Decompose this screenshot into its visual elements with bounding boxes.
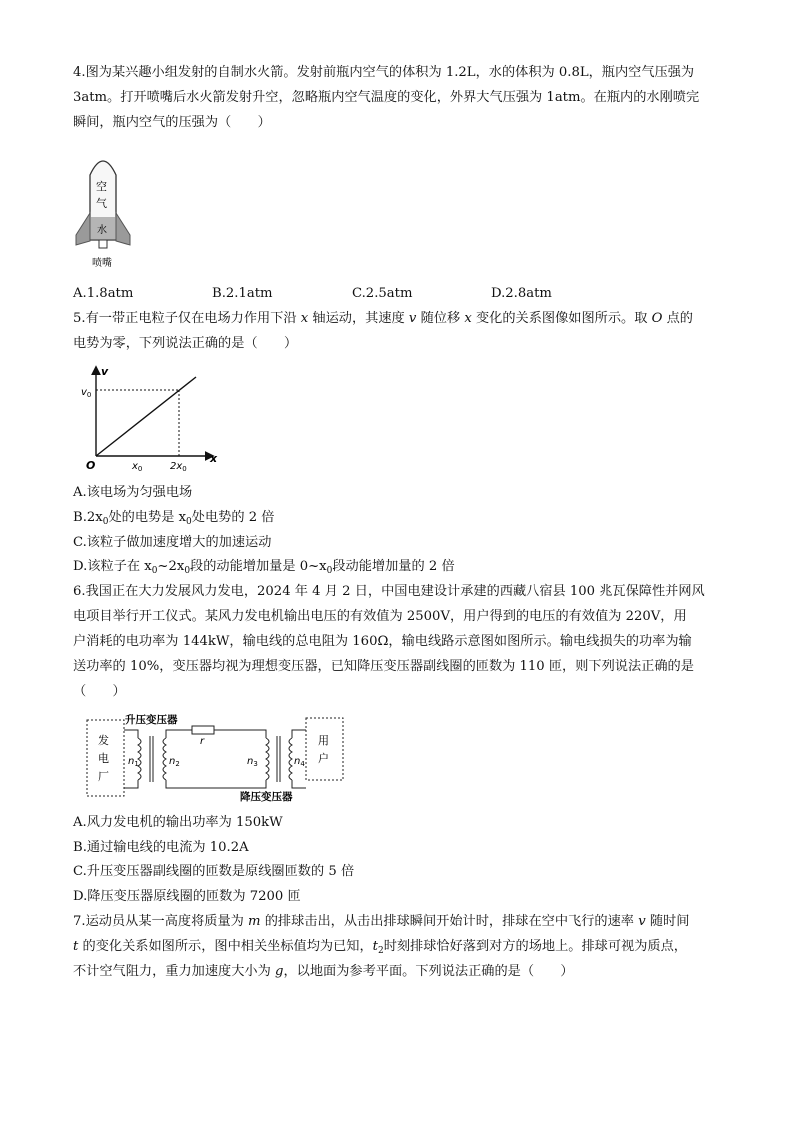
v0-tick-label: $v_0$ — [81, 387, 92, 399]
q5-option-b[interactable]: $B.2x_0$处的电势是 $x_0$处电势的 2 倍 — [73, 510, 275, 527]
q4-stem-line-2: 3atm。打开喷嘴后水火箭发射升空，忽略瓶内空气温度的变化，外界大气压强为 1atm。在瓶内的水刚喷完 — [73, 90, 700, 105]
q5-stem-line-2: 电势为零，下列说法正确的是（ ） — [73, 336, 298, 351]
q6-option-a[interactable]: A.风力发电机的输出功率为 150kW — [73, 815, 283, 830]
air-label-1: 空 — [96, 180, 107, 193]
user-label-2: 户 — [318, 752, 329, 765]
water-rocket-figure — [70, 145, 150, 275]
q4-stem-line-1: 4.图为某兴趣小组发射的自制水火箭。发射前瓶内空气的体积为 1.2L，水的体积为 0.8L，瓶内空气压强为 — [73, 65, 695, 80]
q6-stem-line-4: 送功率的 10%，变压器均视为理想变压器，已知降压变压器副线圈的匝数为 110 匝，则下列说法正确的是 — [73, 659, 694, 674]
resistor-label: r — [200, 736, 205, 747]
q5-option-d[interactable]: D.该粒子在 $x_0\sim 2x_0$段的动能增加量是 $0\sim x_0$段动能增加量的 2 倍 — [73, 559, 455, 576]
2x0-tick-label: $2x_0$ — [170, 461, 187, 473]
q4-option-d[interactable]: D.2.8atm — [491, 286, 552, 301]
origin-label: O — [86, 459, 96, 472]
q6-stem-line-1: 6.我国正在大力发展风力发电，2024 年 4 月 2 日，中国电建设计承建的西藏八宿县 100 兆瓦保障性并网风 — [73, 584, 705, 599]
q7-stem-line-3: 不计空气阻力，重力加速度大小为 g，以地面为参考平面。下列说法正确的是（ ） — [73, 964, 574, 979]
q5-option-c[interactable]: C.该粒子做加速度增大的加速运动 — [73, 535, 272, 550]
transmission-circuit-figure — [84, 712, 364, 804]
rocket-fin-right — [116, 213, 130, 245]
q6-option-c[interactable]: C.升压变压器副线圈的匝数是原线圈匝数的 5 倍 — [73, 864, 355, 879]
q6-option-b[interactable]: B.通过输电线的电流为 10.2A — [73, 840, 249, 855]
rocket-fin-left — [76, 213, 90, 245]
user-label-1: 用 — [318, 734, 329, 747]
x-axis-label: x — [210, 452, 218, 465]
step-down-label: 降压变压器 — [240, 791, 293, 803]
power-plant-label-2: 电 — [98, 752, 109, 765]
step-down-primary-coil — [266, 738, 269, 780]
step-up-primary-coil — [138, 738, 141, 780]
q4-option-b[interactable]: B.2.1atm — [212, 286, 273, 301]
step-up-label: 升压变压器 — [125, 714, 178, 726]
x0-tick-label: $x_0$ — [132, 461, 143, 473]
y-axis-label: v — [101, 365, 109, 378]
q5-option-a[interactable]: A.该电场为匀强电场 — [73, 485, 193, 500]
q4-stem-line-3: 瞬间，瓶内空气的压强为（ ） — [73, 115, 271, 130]
n4-label: $n_4$ — [294, 756, 305, 768]
n2-label: $n_2$ — [169, 756, 180, 768]
air-label-2: 气 — [96, 197, 107, 210]
power-plant-label-3: 厂 — [98, 770, 109, 783]
q6-stem-line-3: 户消耗的电功率为 144kW，输电线的总电阻为 160Ω，输电线路示意图如图所示。输电线损失的功率为输 — [73, 634, 692, 649]
q7-stem-line-1: 7.运动员从某一高度将质量为 m 的排球击出，从击出排球瞬间开始计时，排球在空中飞行的速率 v 随时间 — [73, 914, 690, 929]
water-label: 水 — [97, 225, 107, 236]
q4-option-c[interactable]: C.2.5atm — [352, 286, 413, 301]
q6-stem-line-5: （ ） — [73, 684, 126, 699]
v-x-graph — [80, 362, 230, 477]
nozzle-label: 喷嘴 — [92, 258, 112, 269]
user-box — [306, 718, 343, 780]
q5-stem-line-1: 5.有一带正电粒子仅在电场力作用下沿 x 轴运动，其速度 v 随位移 x 变化的关系图像如图所示。取 O 点的 — [73, 311, 693, 326]
v-x-line — [96, 377, 196, 456]
power-plant-label-1: 发 — [98, 734, 109, 747]
line-resistor — [192, 726, 214, 734]
q7-stem-line-2: t 的变化关系如图所示，图中相关坐标值均为已知，$t_2$时刻排球恰好落到对方的场地上。排球可视为质点， — [73, 939, 687, 956]
rocket-nozzle — [99, 240, 107, 248]
q4-option-a[interactable]: A.1.8atm — [73, 286, 134, 301]
n1-label: $n_1$ — [128, 756, 139, 768]
step-down-secondary-coil — [289, 738, 292, 780]
q6-stem-line-2: 电项目举行开工仪式。某风力发电机输出电压的有效值为 2500V，用户得到的电压的有效值为 220V，用 — [73, 609, 687, 624]
q6-option-d[interactable]: D.降压变压器原线圈的匝数为 7200 匝 — [73, 889, 301, 904]
step-up-secondary-coil — [163, 738, 166, 780]
n3-label: $n_3$ — [247, 756, 258, 768]
